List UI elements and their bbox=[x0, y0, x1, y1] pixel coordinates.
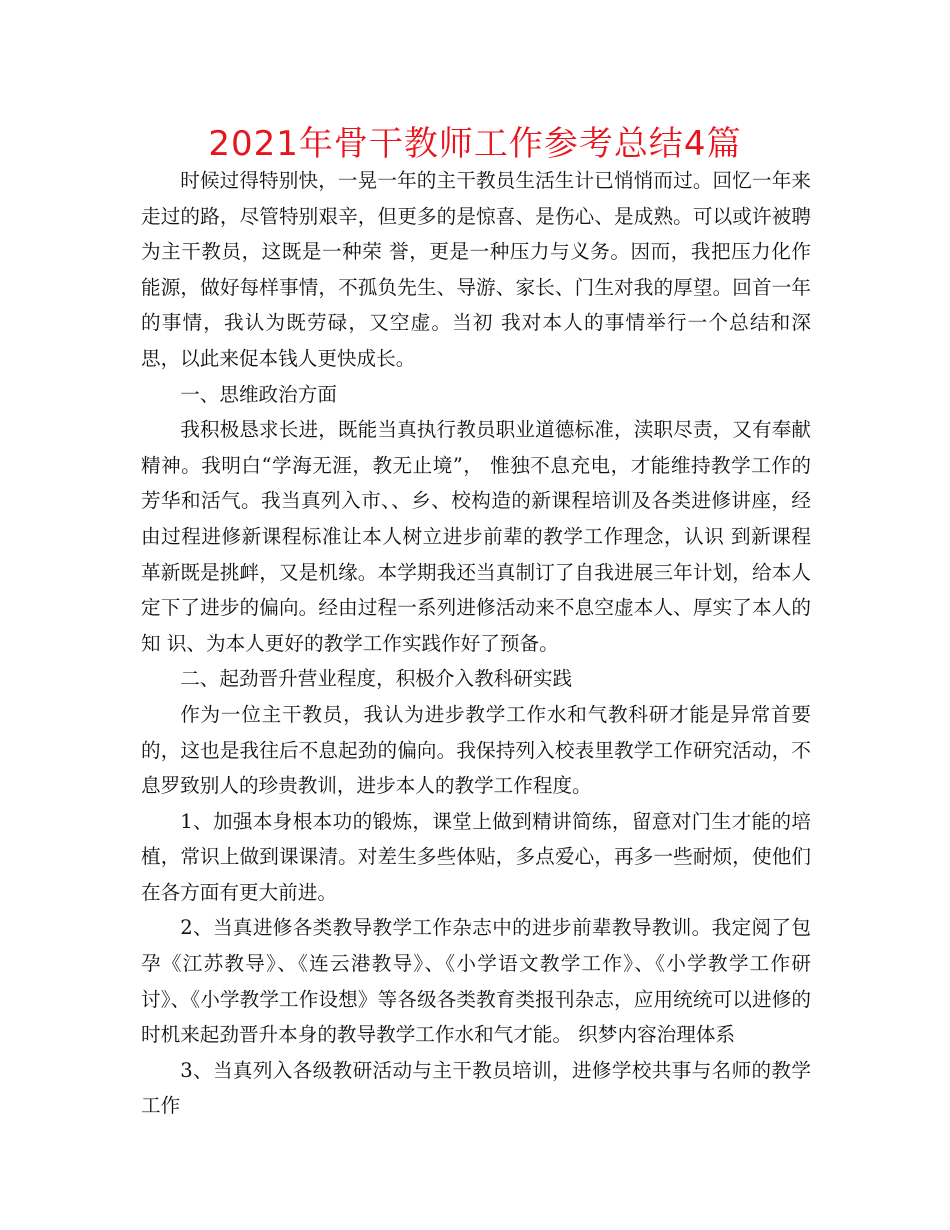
section-heading-ideology: 一、思维政治方面 bbox=[180, 382, 337, 406]
list-item-1: 1、加强本身根本功的锻炼，课堂上做到精讲简练，留意对门生才能的培植，常识上做到课课清。对差生多些体贴，多点爱心，再多一些耐烦，使他们在各方面有更大前进。 bbox=[141, 809, 811, 904]
document-title: 2021年骨干教师工作参考总结4篇 bbox=[208, 124, 742, 164]
paragraph-intro: 时候过得特别快，一晃一年的主干教员生活生计已悄悄而过。回忆一年来走过的路，尽管特别艰辛，但更多的是惊喜、是伤心、是成熟。可以或许被聘为主干教员，这既是一种荣 誉，更是一种压力与义务。因而，我把压力化作能源，做好每样事情，不孤负先生、导游、家长、门生对我的厚望。回首一年的事情，我认为既劳碌，又空虚。当初 我对本人的事情举行一个总结和深思，以此来促本钱人更快成长。 bbox=[141, 169, 811, 370]
document-body bbox=[141, 163, 811, 1124]
section-heading-professional: 二、起劲晋升营业程度，积极介入教科研实践 bbox=[180, 667, 573, 691]
list-item-3: 3、当真列入各级教研活动与主干教员培训，进修学校共事与名师的教学工作 bbox=[141, 1058, 811, 1118]
paragraph-professional: 作为一位主干教员，我认为进步教学工作水和气教科研才能是异常首要的，这也是我往后不息起劲的偏向。我保持列入校表里教学工作研究活动，不息罗致别人的珍贵教训，进步本人的教学工作程度。 bbox=[141, 702, 811, 798]
paragraph-ideology: 我积极恳求长进，既能当真执行教员职业道德标准，渎职尽责，又有奉献精神。我明白“学海无涯，教无止境”， 惟独不息充电，才能维持教学工作的芳华和活气。我当真列入市、、乡、校构造的新课程培训及各类进修讲座，经由过程进修新课程标准让本人树立进步前辈的教学工作理念，认识 到新课程革新既是挑衅，又是机缘。本学期我还当真制订了自我进展三年计划，给本人定下了进步的偏向。经由过程一系列进修活动来不息空虚本人、厚实了本人的知 识、为本人更好的教学工作实践作好了预备。 bbox=[141, 418, 811, 655]
list-item-2: 2、当真进修各类教导教学工作杂志中的进步前辈教导教训。我定阅了包孕《江苏教导》、《连云港教导》、《小学语文教学工作》、《小学教学工作研讨》、《小学教学工作设想》等各级各类教育类报刊杂志，应用统统可以进修的时机来起劲晋升本身的教导教学工作水和气才能。 织梦内容治理体系 bbox=[141, 916, 811, 1047]
